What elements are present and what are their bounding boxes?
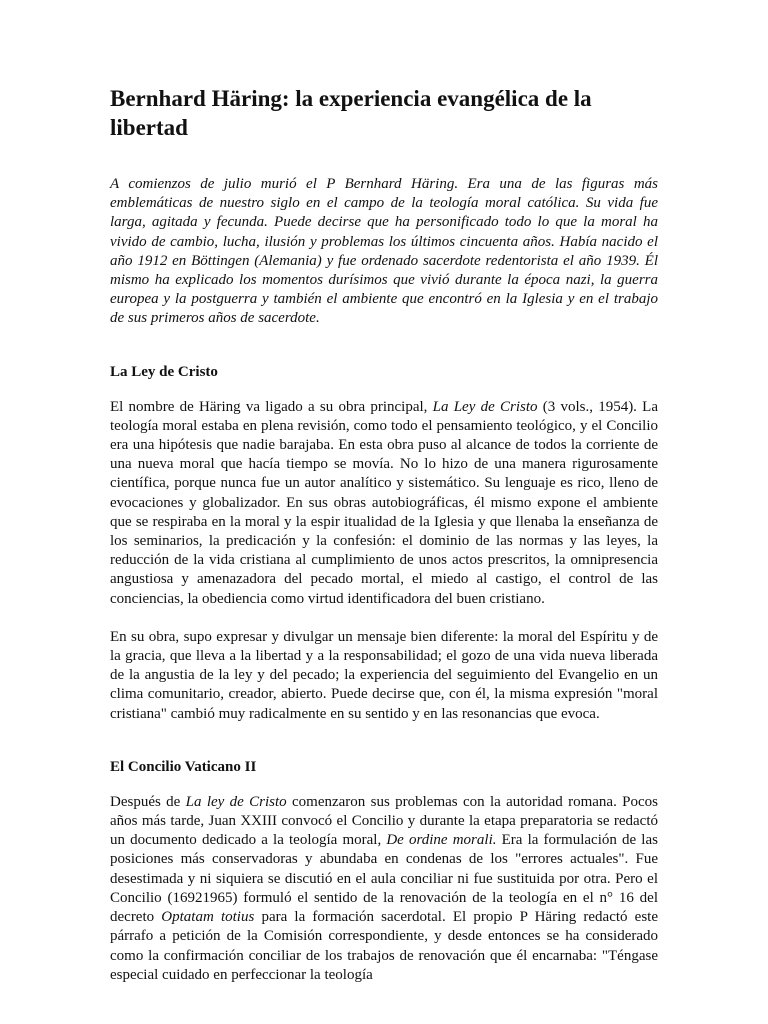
document-title: De ordine morali. — [386, 832, 497, 849]
text-run: (3 vols., 1954). La teología moral estaba en plena revisión, como todo el pensamiento teológico, y el Concilio era una hipótesis que nadie barajaba. En esta obra puso al alcance de todos la corriente de una nueva moral que hacía tiempo se movía. No lo hizo de una manera rigurosamente científica, porque nunca fue un autor analítico y sistemático. Su lenguaje es rico, lleno de evocaciones y globalizador. En sus obras autobiográficas, él mismo expone el ambiente que se respiraba en la moral y la espir itualidad de la Iglesia y que llenaba la enseñanza de los seminarios, la predicación y la confesión: el dominio de las normas y las leyes, la reducción de la vida cristiana al cumplimiento de unos actos prescritos, la omnipresencia angustiosa y amenazadora del pecado mortal, el miedo al castigo, el control de las conciencias, la obediencia como virtud identificadora del buen cristiano. — [110, 398, 658, 607]
decree-title: Optatam totius — [161, 909, 255, 926]
body-paragraph: En su obra, supo expresar y divulgar un mensaje bien diferente: la moral del Espíritu y de la gracia, que lleva a la libertad y a la responsabilidad; el gozo de una vida nueva liberada de la angustia de la ley y del pecado; la experiencia del seguimiento del Evangelio en un clima comunitario, creador, abierto. Puede decirse que, con él, la misma expresión "moral cristiana" cambió muy radicalmente en su sentido y en las resonancias que evoca. — [110, 628, 658, 722]
text-run: Era la formulación de las posiciones más conservadoras y abundaba en condenas de los "errores actuales". Fue desestimada y ni siquiera se discutió en el aula conciliar ni fue sustituida por otra. Pero el Concilio (16921965) formuló el sentido de la renovación de la teología en el n° 16 del decreto — [110, 832, 658, 926]
intro-paragraph: A comienzos de julio murió el P Bernhard Häring. Era una de las figuras más emblemáticas de nuestro siglo en el campo de la teología moral católica. Su vida fue larga, agitada y fecunda. Puede decirse que ha personificado todo lo que la moral ha vivido de cambio, lucha, ilusión y problemas los últimos cincuenta años. Había nacido el año 1912 en Böttingen (Alemania) y fue ordenado sacerdote redentorista el año 1939. Él mismo ha explicado los momentos durísimos que vivió durante la época nazi, la guerra europea y la postguerra y también el ambiente que encontró en la Iglesia y en el trabajo de sus primeros años de sacerdote. — [110, 176, 658, 327]
book-title: La Ley de Cristo — [432, 398, 538, 415]
article-title: Bernhard Häring: la experiencia evangélica de la libertad — [110, 86, 592, 140]
section-concilio-vaticano — [110, 758, 658, 985]
text-run: El nombre de Häring va ligado a su obra principal, — [110, 398, 433, 415]
article — [110, 84, 658, 1004]
text-run: comenzaron sus problemas con la autoridad romana. Pocos años más tarde, Juan XXIII convocó el Concilio y durante la etapa preparatoria se redactó un documento dedicado a la teología moral, — [110, 793, 658, 849]
text-run: para la formación sacerdotal. El propio P Häring redactó este párrafo a petición de la Comisión correspondiente, y desde entonces se ha considerado como la confirmación conciliar de los trabajos de renovación que él encarnaba: "Téngase especial cuidado en perfeccionar la teología — [110, 909, 659, 983]
book-title: La ley de Cristo — [185, 793, 287, 810]
section-heading: La Ley de Cristo — [110, 363, 218, 380]
section-ley-de-cristo — [110, 363, 658, 724]
body-paragraph — [110, 793, 658, 985]
section-heading: El Concilio Vaticano II — [110, 758, 257, 775]
text-run: Después de — [110, 793, 186, 810]
body-paragraph — [110, 398, 658, 609]
